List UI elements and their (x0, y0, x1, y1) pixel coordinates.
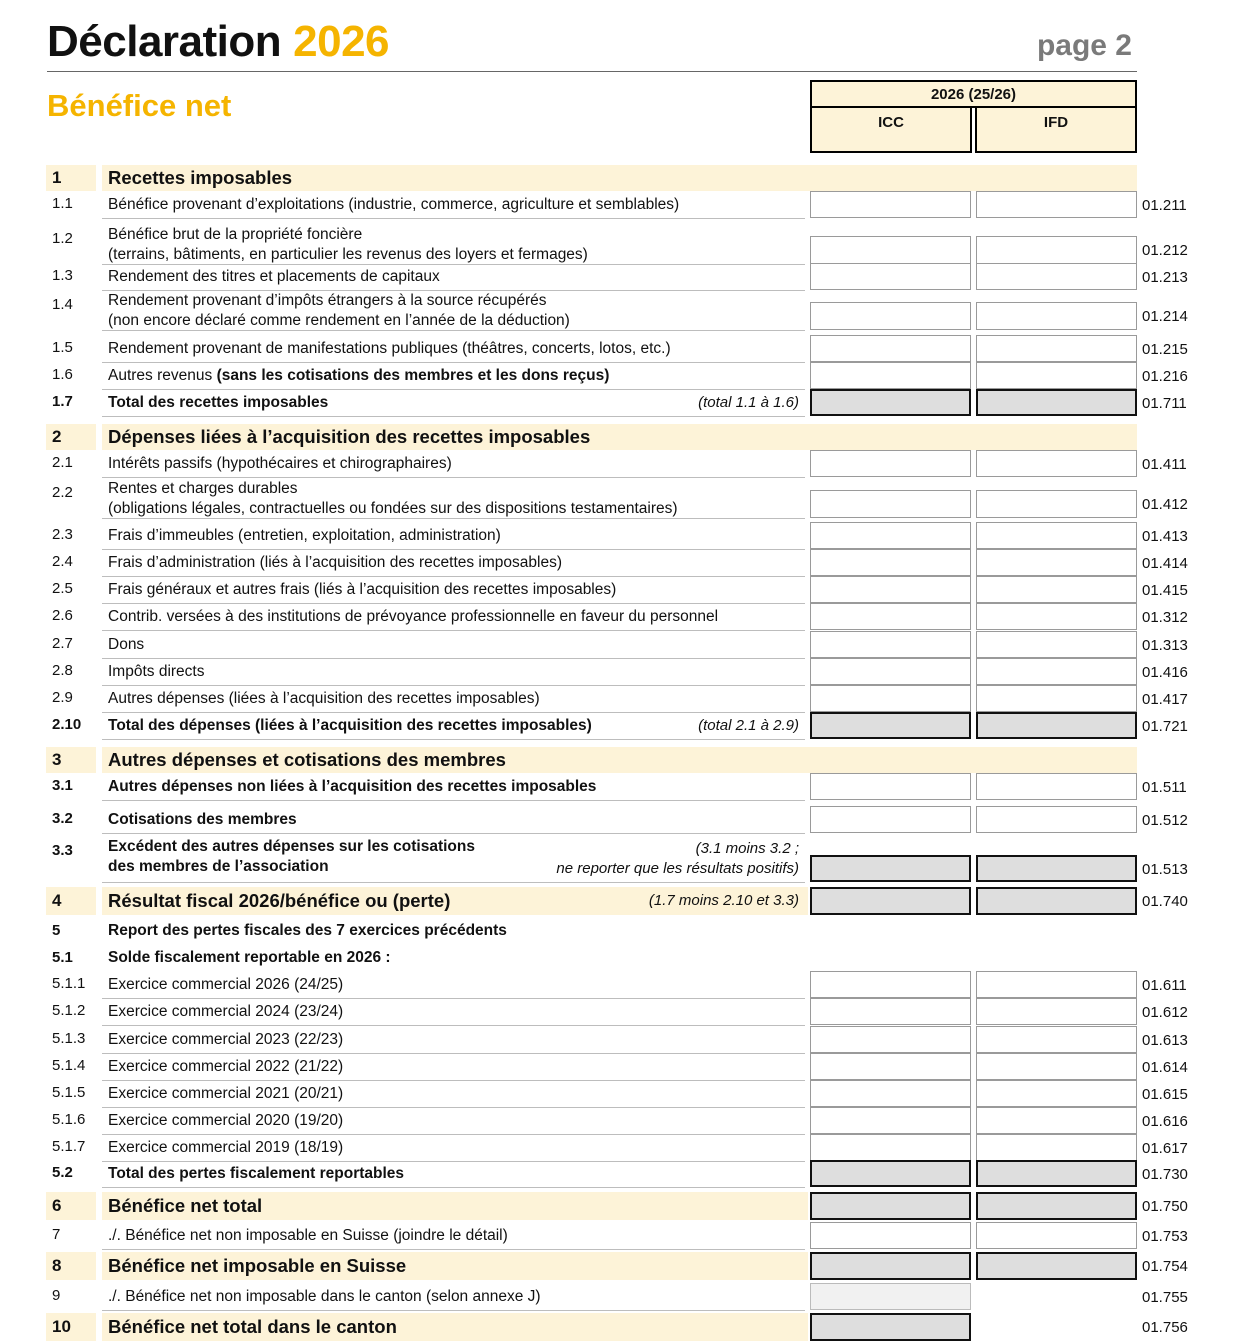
field-code: 01.216 (1142, 367, 1188, 385)
ifd-amount-field[interactable] (976, 450, 1137, 477)
icc-amount-field[interactable] (810, 1160, 971, 1187)
ifd-amount-field[interactable] (976, 236, 1137, 264)
icc-amount-field[interactable] (810, 522, 971, 549)
row-label-cell (102, 1107, 805, 1135)
row-label-cell (102, 685, 805, 713)
ifd-amount-field[interactable] (976, 302, 1137, 330)
row-label-cell (102, 522, 805, 550)
row-label-cell (102, 971, 805, 999)
row-label: Excédent des autres dépenses sur les cotisations (108, 838, 475, 855)
row-label-cell (102, 631, 805, 659)
ifd-amount-field[interactable] (976, 362, 1137, 389)
ifd-amount-field[interactable] (976, 998, 1137, 1025)
icc-amount-field[interactable] (810, 631, 971, 658)
row-label-cell (102, 1053, 805, 1081)
field-code: 01.213 (1142, 268, 1188, 286)
icc-amount-field[interactable] (810, 685, 971, 712)
section-title: Autres dépenses et cotisations des membres (108, 749, 506, 770)
icc-amount-field[interactable] (810, 1313, 971, 1341)
row-label (108, 1164, 404, 1184)
row-label (108, 393, 328, 413)
field-code: 01.755 (1142, 1288, 1188, 1306)
ifd-amount-field[interactable] (976, 490, 1137, 518)
field-code: 01.721 (1142, 717, 1188, 735)
row-label-line2: des membres de l’association (108, 858, 329, 875)
row-label-text: Rendement des titres et placements de capitaux (108, 267, 440, 285)
row-label (108, 1226, 508, 1246)
row-label-cell (102, 576, 805, 604)
row-label-cell (102, 226, 805, 265)
row-label-cell (102, 191, 805, 219)
ifd-amount-field[interactable] (976, 887, 1137, 915)
field-code: 01.416 (1142, 663, 1188, 681)
field-code: 01.415 (1142, 581, 1188, 599)
row-number: 5 (52, 922, 61, 939)
row-label (108, 662, 204, 682)
ifd-amount-field[interactable] (976, 1160, 1137, 1187)
ifd-amount-field[interactable] (976, 1080, 1137, 1107)
icc-amount-field[interactable] (810, 263, 971, 290)
row-label-line2: (terrains, bâtiments, en particulier les revenus des loyers et fermages) (108, 246, 588, 263)
icc-amount-field[interactable] (810, 389, 971, 416)
ifd-column-header: IFD (975, 106, 1137, 153)
section-number: 8 (52, 1256, 62, 1275)
row-number: 9 (52, 1287, 61, 1304)
field-code: 01.214 (1142, 308, 1188, 325)
row-label (108, 454, 452, 474)
field-code: 01.513 (1142, 860, 1188, 878)
field-code: 01.412 (1142, 496, 1188, 513)
row-label (108, 948, 391, 968)
row-note-line2: ne reporter que les résultats positifs) (556, 860, 799, 877)
ifd-amount-field[interactable] (976, 685, 1137, 712)
icc-amount-field[interactable] (810, 1134, 971, 1161)
row-number: 3.3 (52, 842, 73, 859)
field-code: 01.740 (1142, 893, 1188, 910)
row-label-text: Exercice commercial 2020 (19/20) (108, 1111, 344, 1129)
ifd-amount-field[interactable] (976, 658, 1137, 685)
title-text: Déclaration (47, 17, 282, 66)
section-number: 3 (52, 750, 62, 769)
row-label-cell (102, 998, 805, 1026)
icc-amount-field[interactable] (810, 1222, 971, 1249)
icc-amount-field[interactable] (810, 1192, 971, 1220)
icc-amount-field[interactable] (810, 236, 971, 264)
icc-amount-field[interactable] (810, 1053, 971, 1080)
row-label-cell (102, 918, 805, 944)
row-number: 1.7 (52, 393, 73, 410)
row-label-cell (102, 1160, 805, 1188)
row-label (108, 716, 592, 736)
row-number: 1.5 (52, 339, 73, 356)
ifd-amount-field[interactable] (976, 191, 1137, 218)
ifd-amount-field[interactable] (976, 855, 1137, 882)
ifd-amount-field[interactable] (976, 335, 1137, 362)
row-label (108, 580, 616, 600)
icc-amount-field[interactable] (810, 191, 971, 218)
field-code: 01.413 (1142, 527, 1188, 545)
field-code: 01.711 (1142, 394, 1187, 412)
ifd-amount-field[interactable] (976, 631, 1137, 658)
icc-amount-field[interactable] (810, 576, 971, 603)
row-label: Rendement provenant d’impôts étrangers à la source récupérés (108, 292, 547, 309)
row-label (108, 1002, 343, 1022)
row-label (108, 366, 609, 386)
icc-amount-field[interactable] (810, 490, 971, 518)
section-subtitle: Bénéfice net (47, 88, 232, 123)
row-number: 1.2 (52, 230, 73, 247)
row-label-cell (102, 806, 805, 834)
row-number: 5.1.1 (52, 975, 86, 992)
row-note: (3.1 moins 3.2 ; (695, 840, 799, 857)
ifd-amount-field[interactable] (976, 1134, 1137, 1161)
row-note: (1.7 moins 2.10 et 3.3) (648, 892, 799, 909)
row-label-text: Frais d’administration (liés à l’acquisition des recettes imposables) (108, 553, 562, 571)
row-label-text: Exercice commercial 2024 (23/24) (108, 1002, 344, 1020)
icc-amount-field[interactable] (810, 335, 971, 362)
row-number: 5.2 (52, 1164, 73, 1181)
row-label: Rentes et charges durables (108, 480, 298, 497)
row-label (108, 1138, 343, 1158)
row-label-cell (102, 1134, 805, 1162)
icc-amount-field[interactable] (810, 362, 971, 389)
row-number: 1.6 (52, 366, 73, 383)
row-label-cell (102, 1222, 805, 1250)
section-number: 6 (52, 1196, 62, 1215)
section-title: Recettes imposables (108, 167, 293, 188)
icc-amount-field[interactable] (810, 712, 971, 739)
row-label-text: Exercice commercial 2022 (21/22) (108, 1057, 344, 1075)
row-label-cell (102, 549, 805, 577)
ifd-amount-field[interactable] (976, 971, 1137, 998)
field-code: 01.750 (1142, 1198, 1188, 1215)
icc-amount-field[interactable] (810, 658, 971, 685)
row-label-cell (102, 450, 805, 478)
row-label-line2: (obligations légales, contractuelles ou fondées sur des dispositions testamentaires) (108, 500, 678, 517)
row-label-text: ./. Bénéfice net non imposable dans le canton (selon annexe J) (108, 1287, 541, 1305)
ifd-amount-field[interactable] (976, 603, 1137, 630)
icc-amount-field[interactable] (810, 1026, 971, 1053)
row-label (108, 339, 671, 359)
row-label-text: Autres revenus (108, 366, 217, 384)
section-title: Dépenses liées à l’acquisition des recettes imposables (108, 426, 591, 447)
row-number: 2.4 (52, 553, 73, 570)
row-label-text: Exercice commercial 2026 (24/25) (108, 975, 344, 993)
row-label (108, 975, 343, 995)
row-number: 2.2 (52, 484, 73, 501)
icc-amount-field[interactable] (810, 887, 971, 915)
ifd-amount-field[interactable] (976, 549, 1137, 576)
field-code: 01.754 (1142, 1258, 1188, 1275)
row-label-text: Contrib. versées à des institutions de prévoyance professionnelle en faveur du personnel (108, 607, 719, 625)
row-label (108, 267, 440, 287)
icc-amount-field[interactable] (810, 549, 971, 576)
icc-amount-field[interactable] (810, 773, 971, 800)
row-number: 2.1 (52, 454, 73, 471)
row-number: 2.7 (52, 635, 73, 652)
field-code: 01.312 (1142, 608, 1188, 626)
row-label (108, 1287, 541, 1307)
row-label-cell (102, 335, 805, 363)
row-label-text: Exercice commercial 2023 (22/23) (108, 1030, 344, 1048)
row-label (108, 689, 540, 709)
ifd-amount-field[interactable] (976, 389, 1137, 416)
row-note: (total 1.1 à 1.6) (698, 393, 799, 411)
ifd-amount-field[interactable] (976, 263, 1137, 290)
row-label (108, 1030, 343, 1050)
ifd-amount-field[interactable] (976, 576, 1137, 603)
row-label-text: Solde fiscalement reportable en 2026 : (108, 949, 391, 966)
icc-amount-field[interactable] (810, 1283, 971, 1310)
field-code: 01.211 (1142, 196, 1187, 214)
icc-amount-field[interactable] (810, 855, 971, 882)
row-note: (total 2.1 à 2.9) (698, 716, 799, 734)
row-label-text: Autres dépenses non liées à l’acquisition des recettes imposables (108, 777, 597, 795)
section-title: Bénéfice net total (108, 1195, 263, 1216)
icc-amount-field[interactable] (810, 302, 971, 330)
row-number: 7 (52, 1226, 61, 1243)
row-label-text: Total des recettes imposables (108, 393, 329, 411)
field-code: 01.313 (1142, 636, 1188, 654)
section-title: Résultat fiscal 2026/bénéfice ou (perte) (108, 890, 451, 911)
row-number: 2.5 (52, 580, 73, 597)
icc-amount-field[interactable] (810, 1080, 971, 1107)
row-number: 5.1.2 (52, 1002, 86, 1019)
page-number: page 2 (1036, 29, 1132, 62)
ifd-amount-field[interactable] (976, 522, 1137, 549)
icc-amount-field[interactable] (810, 998, 971, 1025)
row-number: 2.6 (52, 607, 73, 624)
row-label-text: Dons (108, 635, 145, 653)
icc-amount-field[interactable] (810, 806, 971, 833)
field-code: 01.613 (1142, 1031, 1188, 1049)
field-code: 01.753 (1142, 1227, 1188, 1245)
row-label (108, 635, 144, 655)
field-code: 01.215 (1142, 340, 1188, 358)
field-code: 01.212 (1142, 242, 1188, 259)
ifd-amount-field[interactable] (976, 1053, 1137, 1080)
field-code: 01.616 (1142, 1112, 1188, 1130)
row-label-text: Exercice commercial 2019 (18/19) (108, 1138, 344, 1156)
row-label-cell (102, 1283, 805, 1311)
row-label (108, 777, 596, 797)
row-number: 5.1.3 (52, 1030, 86, 1047)
row-label-text: Impôts directs (108, 662, 205, 680)
icc-amount-field[interactable] (810, 971, 971, 998)
page-title (47, 14, 389, 70)
header-divider (47, 71, 1137, 72)
row-number: 5.1.7 (52, 1138, 86, 1155)
row-label-text: Cotisations des membres (108, 810, 297, 828)
row-label (108, 1057, 343, 1077)
row-label-text: Rendement provenant de manifestations publiques (théâtres, concerts, lotos, etc.) (108, 339, 671, 357)
ifd-amount-field[interactable] (976, 1252, 1137, 1280)
row-label-text: Total des pertes fiscalement reportables (108, 1164, 405, 1182)
row-number: 1.4 (52, 296, 73, 313)
row-label-cell (102, 263, 805, 291)
section-number: 2 (52, 427, 62, 446)
row-label-cell (102, 773, 805, 801)
ifd-amount-field[interactable] (976, 1026, 1137, 1053)
field-code: 01.756 (1142, 1319, 1188, 1336)
period-header: 2026 (25/26) (810, 80, 1137, 108)
row-number: 1.3 (52, 267, 73, 284)
row-number: 2.9 (52, 689, 73, 706)
row-number: 5.1.4 (52, 1057, 86, 1074)
row-number: 3.2 (52, 810, 73, 827)
row-label: Bénéfice brut de la propriété foncière (108, 226, 363, 243)
field-code: 01.730 (1142, 1165, 1188, 1183)
row-number: 3.1 (52, 777, 73, 794)
field-code: 01.414 (1142, 554, 1188, 572)
field-code: 01.611 (1142, 976, 1187, 994)
icc-amount-field[interactable] (810, 1252, 971, 1280)
row-number: 5.1.6 (52, 1111, 86, 1128)
row-label (108, 195, 679, 215)
row-label (108, 526, 501, 546)
row-label-text: ./. Bénéfice net non imposable en Suisse (joindre le détail) (108, 1226, 508, 1244)
row-label (108, 1084, 343, 1104)
section-number: 4 (52, 891, 62, 910)
row-label-text: Total des dépenses (liées à l’acquisition des recettes imposables) (108, 716, 592, 734)
field-code: 01.511 (1142, 778, 1187, 796)
row-label-text: Intérêts passifs (hypothécaires et chirographaires) (108, 454, 452, 472)
row-number: 2.3 (52, 526, 73, 543)
ifd-amount-field[interactable] (976, 712, 1137, 739)
field-code: 01.617 (1142, 1139, 1188, 1157)
section-title: Bénéfice net imposable en Suisse (108, 1255, 407, 1276)
row-label (108, 607, 718, 627)
row-label-cell (102, 1080, 805, 1108)
field-code: 01.614 (1142, 1058, 1188, 1076)
icc-amount-field[interactable] (810, 603, 971, 630)
row-label (108, 1111, 343, 1131)
row-label-cell (102, 658, 805, 686)
row-label-cell (102, 1026, 805, 1054)
section-title: Bénéfice net total dans le canton (108, 1316, 397, 1337)
field-code: 01.512 (1142, 811, 1188, 829)
ifd-amount-field[interactable] (976, 806, 1137, 833)
row-label-text: Bénéfice provenant d’exploitations (industrie, commerce, agriculture et semblables) (108, 195, 680, 213)
field-code: 01.612 (1142, 1003, 1188, 1021)
row-label-text: Autres dépenses (liées à l’acquisition des recettes imposables) (108, 689, 540, 707)
ifd-amount-field[interactable] (976, 1107, 1137, 1134)
row-label-cell (102, 945, 805, 971)
row-label (108, 810, 297, 830)
section-number: 1 (52, 168, 62, 187)
row-number: 5.1 (52, 949, 73, 966)
row-label-line2: (non encore déclaré comme rendement en l’année de la déduction) (108, 312, 570, 329)
row-label-text: Frais d’immeubles (entretien, exploitation, administration) (108, 526, 501, 544)
row-number: 1.1 (52, 195, 73, 212)
ifd-amount-field[interactable] (976, 773, 1137, 800)
row-number: 2.10 (52, 716, 82, 733)
row-label (108, 553, 562, 573)
field-code: 01.615 (1142, 1085, 1188, 1103)
row-label-cell (102, 480, 805, 519)
row-label-emphasis: (sans les cotisations des membres et les dons reçus) (216, 366, 610, 384)
icc-amount-field[interactable] (810, 1107, 971, 1134)
row-label-cell (102, 603, 805, 631)
title-year: 2026 (293, 17, 390, 66)
field-code: 01.417 (1142, 690, 1188, 708)
field-code: 01.411 (1142, 455, 1187, 473)
icc-amount-field[interactable] (810, 450, 971, 477)
section-number: 10 (52, 1317, 71, 1336)
ifd-amount-field[interactable] (976, 1222, 1137, 1249)
row-label (108, 921, 507, 941)
row-number: 2.8 (52, 662, 73, 679)
row-label-cell (102, 362, 805, 390)
row-label-text: Frais généraux et autres frais (liés à l’acquisition des recettes imposables) (108, 580, 617, 598)
row-number: 5.1.5 (52, 1084, 86, 1101)
row-label-cell (102, 292, 805, 331)
row-label-text: Exercice commercial 2021 (20/21) (108, 1084, 344, 1102)
ifd-amount-field[interactable] (976, 1192, 1137, 1220)
icc-column-header: ICC (810, 106, 972, 153)
row-label-text: Report des pertes fiscales des 7 exercices précédents (108, 922, 507, 939)
